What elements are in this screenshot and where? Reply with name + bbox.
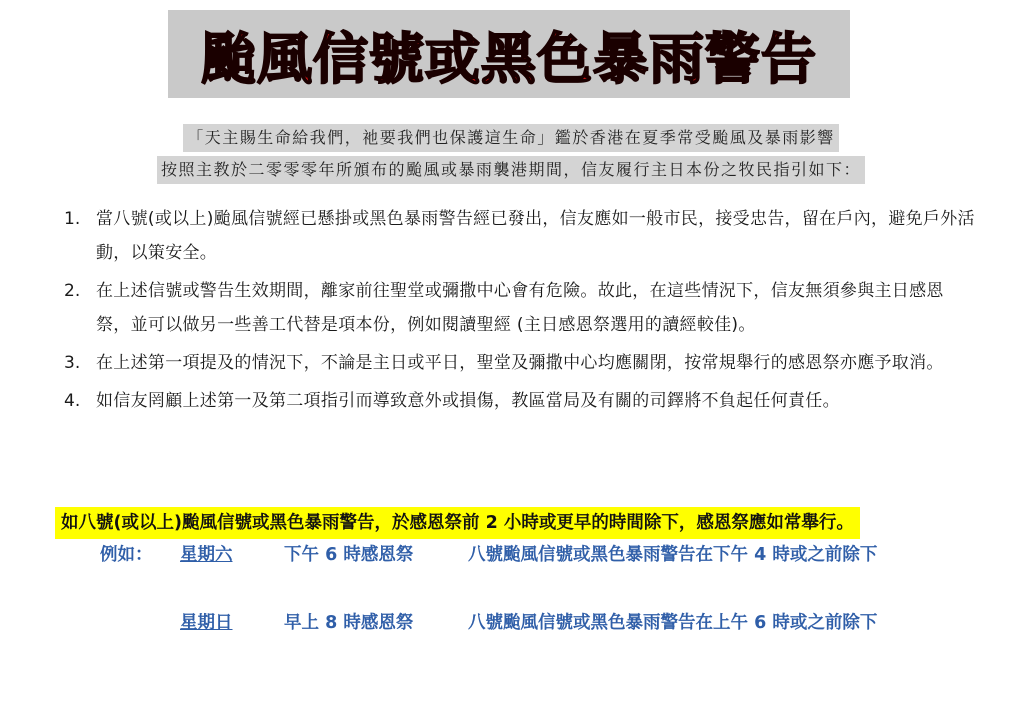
example-condition: 八號颱風信號或黑色暴雨警告在下午 4 時或之前除下 — [468, 545, 878, 565]
item-text: 在上述信號或警告生效期間，離家前往聖堂或彌撒中心會有危險。故此，在這些情況下，信友無須參與主日感恩祭，並可以做另一些善工代替是項本份，例如閱讀聖經 (主日感恩祭選用的讀經較佳)。 — [96, 281, 944, 335]
list-item — [56, 274, 976, 342]
intro-line-2: 按照主教於二零零零年所頒布的颱風或暴雨襲港期間，信友履行主日本份之牧民指引如下： — [157, 156, 865, 184]
example-mass-time: 早上 8 時感恩祭 — [284, 613, 414, 633]
example-mass-time: 下午 6 時感恩祭 — [284, 545, 414, 565]
page-title: 颱風信號或黑色暴雨警告 — [200, 26, 817, 91]
example-day: 星期六 — [180, 545, 233, 565]
list-item — [56, 202, 976, 270]
example-label: 例如： — [100, 545, 153, 565]
item-number: 1. — [64, 209, 81, 229]
list-item — [56, 384, 976, 418]
guideline-list — [56, 202, 976, 422]
intro-block — [96, 124, 926, 184]
item-text: 當八號(或以上)颱風信號經已懸掛或黑色暴雨警告經已發出，信友應如一般市民，接受忠告，留在戶內，避免戶外活動，以策安全。 — [96, 209, 975, 263]
item-text: 如信友罔顧上述第一及第二項指引而導致意外或損傷，教區當局及有關的司鐸將不負起任何責任。 — [96, 391, 840, 411]
title-banner — [168, 10, 850, 98]
item-number: 3. — [64, 353, 81, 373]
intro-line-1: 「天主賜生命給我們，祂要我們也保護這生命」鑑於香港在夏季常受颱風及暴雨影響 — [183, 124, 839, 152]
example-day: 星期日 — [180, 613, 233, 633]
item-number: 4. — [64, 391, 81, 411]
example-condition: 八號颱風信號或黑色暴雨警告在上午 6 時或之前除下 — [468, 613, 878, 633]
item-number: 2. — [64, 281, 81, 301]
list-item — [56, 346, 976, 380]
item-text: 在上述第一項提及的情況下，不論是主日或平日，聖堂及彌撒中心均應關閉，按常規舉行的感恩祭亦應予取消。 — [96, 353, 944, 373]
highlighted-notice: 如八號(或以上)颱風信號或黑色暴雨警告，於感恩祭前 2 小時或更早的時間除下，感恩祭應如常舉行。 — [55, 507, 860, 539]
